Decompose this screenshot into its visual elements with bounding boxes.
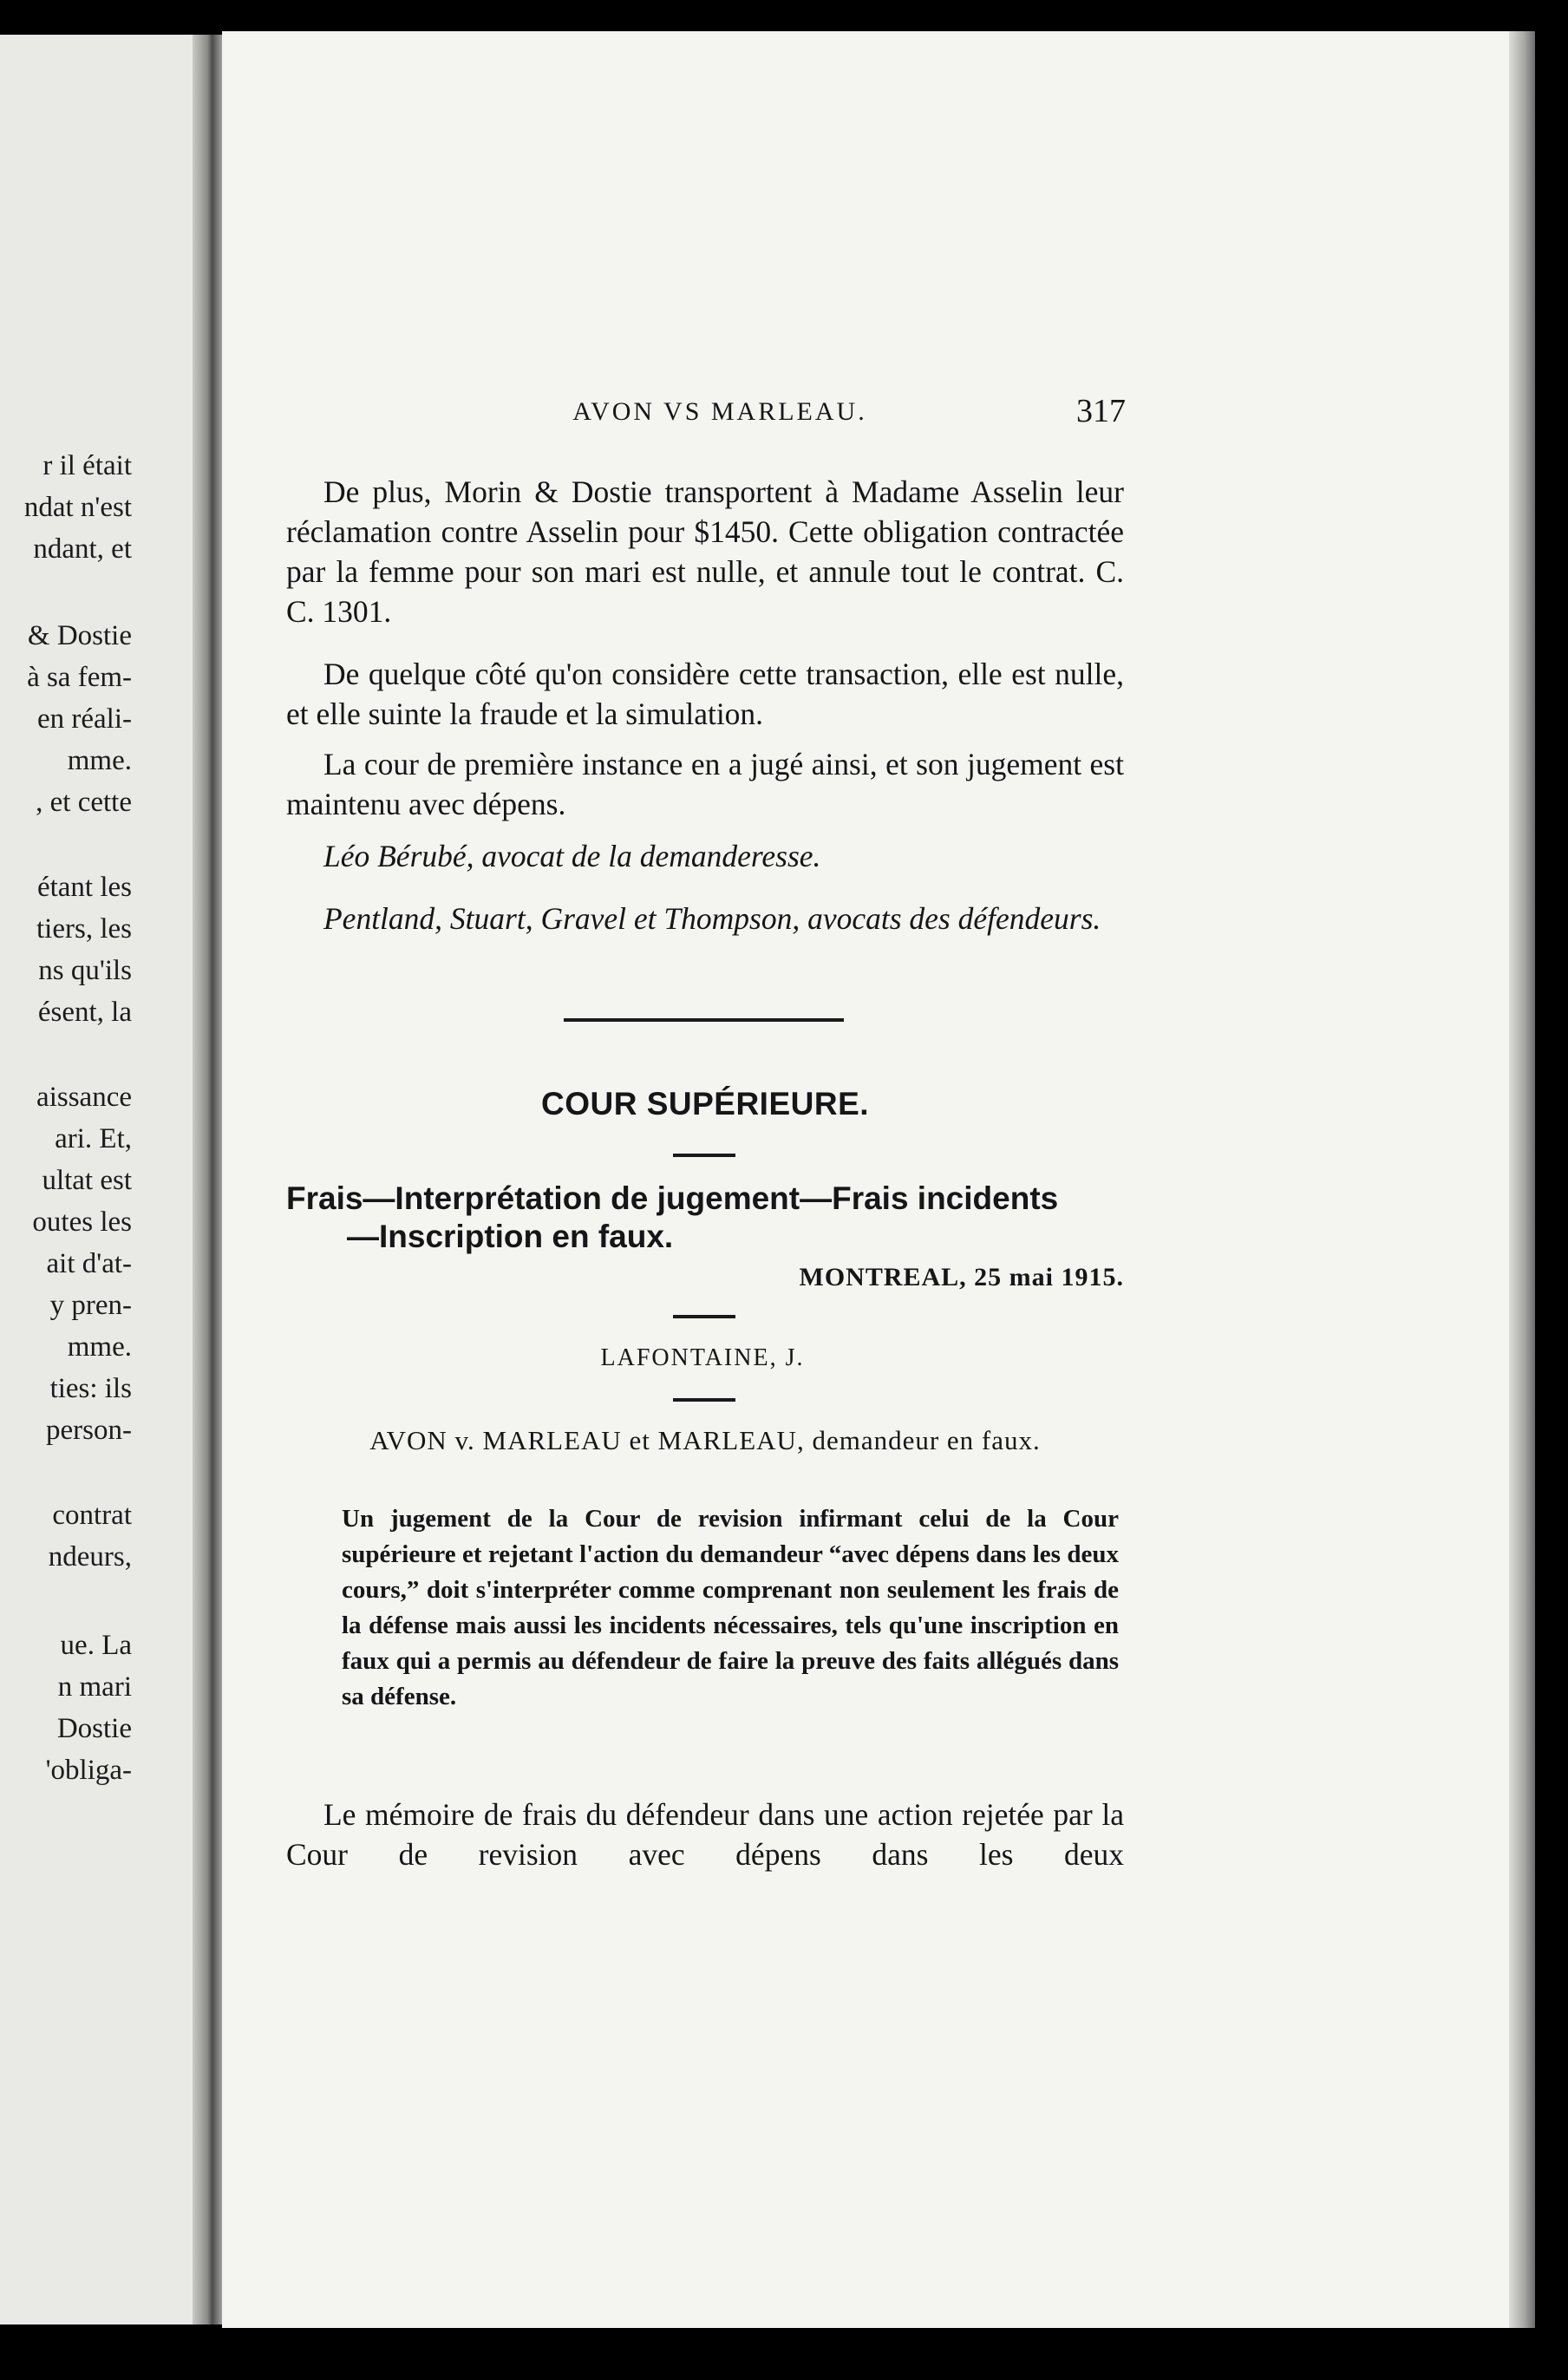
left-line: Dostie <box>56 1713 132 1744</box>
counsel-defendants <box>286 899 1124 938</box>
left-line: ndant, et <box>33 533 132 565</box>
left-line: tiers, les <box>36 913 132 945</box>
paragraph-2 <box>286 654 1124 734</box>
summary-text: Un jugement de la Cour de revision infirmant celui de la Cour supérieure et rejetant l'action du demandeur “avec dépens dans les deux cours,” doit s'interpréter comme comprenant non seulement les frais de la défense mais aussi les incidents nécessaires, tels qu'une inscription en faux qui a permis au défendeur de faire la preuve des faits allégués dans sa défense. <box>342 1505 1119 1710</box>
left-line: ésent, la <box>37 997 132 1028</box>
paragraph-text: Le mémoire de frais du défendeur dans une action rejetée par la Cour de revision avec dépens dans les deux <box>286 1797 1124 1872</box>
left-line: aissance <box>36 1082 132 1113</box>
left-line: ndat n'est <box>23 492 132 523</box>
left-line: mme. <box>67 745 132 776</box>
subject-line-1: Frais—Interprétation de jugement—Frais incidents <box>286 1180 1059 1216</box>
left-line: person- <box>46 1415 132 1446</box>
page-edge-shadow <box>1509 31 1535 2328</box>
judge-name: LAFONTAINE, J. <box>600 1344 805 1371</box>
left-line: , et cette <box>36 787 132 818</box>
paragraph-text: De quelque côté qu'on considère cette transaction, elle est nulle, et elle suinte la fraude et la simulation. <box>286 657 1124 731</box>
left-line: r il était <box>42 450 132 481</box>
short-rule <box>673 1398 735 1402</box>
left-line: mme. <box>67 1331 132 1363</box>
counsel-text: Léo Bérubé, avocat de la demanderesse. <box>323 839 821 873</box>
paragraph-text: De plus, Morin & Dostie transportent à Madame Asselin leur réclamation contre Asselin pour $1450. Cette obligation contractée par la femme pour son mari est nulle, et annule tout le contrat. C. C. 1301. <box>286 474 1124 629</box>
left-line: en réali- <box>36 703 132 735</box>
left-line: ndeurs, <box>48 1541 132 1572</box>
left-page-fragment <box>0 35 219 2324</box>
left-line: à sa fem- <box>27 662 132 693</box>
left-line: étant les <box>36 872 132 903</box>
paragraph-text: La cour de première instance en a jugé ainsi, et son jugement est maintenu avec dépens. <box>286 747 1124 821</box>
short-rule <box>673 1315 735 1318</box>
left-line: ultat est <box>42 1165 132 1196</box>
closing-paragraph <box>286 1795 1124 1874</box>
counsel-plaintiff <box>286 836 1124 876</box>
page-number: 317 <box>1076 393 1126 429</box>
left-line: ari. Et, <box>55 1123 132 1154</box>
left-line: ait d'at- <box>46 1248 132 1279</box>
section-divider <box>564 1018 844 1022</box>
paragraph-3 <box>286 744 1124 824</box>
subject-headnote <box>286 1180 1124 1256</box>
left-line: outes les <box>32 1206 132 1238</box>
left-line: 'obliga- <box>45 1755 132 1786</box>
court-heading: COUR SUPÉRIEURE. <box>540 1086 870 1121</box>
left-line: ue. La <box>60 1630 132 1661</box>
running-header: AVON VS MARLEAU. <box>572 397 867 426</box>
left-line: ns qu'ils <box>38 955 132 986</box>
case-parties: AVON v. MARLEAU et MARLEAU, demandeur en faux. <box>369 1425 1041 1455</box>
left-line: ties: ils <box>49 1373 132 1404</box>
left-line: n mari <box>57 1671 132 1703</box>
place-date: MONTREAL, 25 mai 1915. <box>799 1263 1124 1291</box>
left-line: & Dostie <box>27 620 132 651</box>
subject-line-2: —Inscription en faux. <box>347 1219 674 1254</box>
paragraph-1 <box>286 472 1124 631</box>
page-gutter <box>193 35 225 2324</box>
left-line: y pren- <box>49 1290 132 1321</box>
case-summary <box>342 1501 1119 1715</box>
left-line: contrat <box>52 1500 132 1531</box>
short-rule <box>673 1154 735 1157</box>
counsel-text: Pentland, Stuart, Gravel et Thompson, avocats des défendeurs. <box>323 901 1101 936</box>
